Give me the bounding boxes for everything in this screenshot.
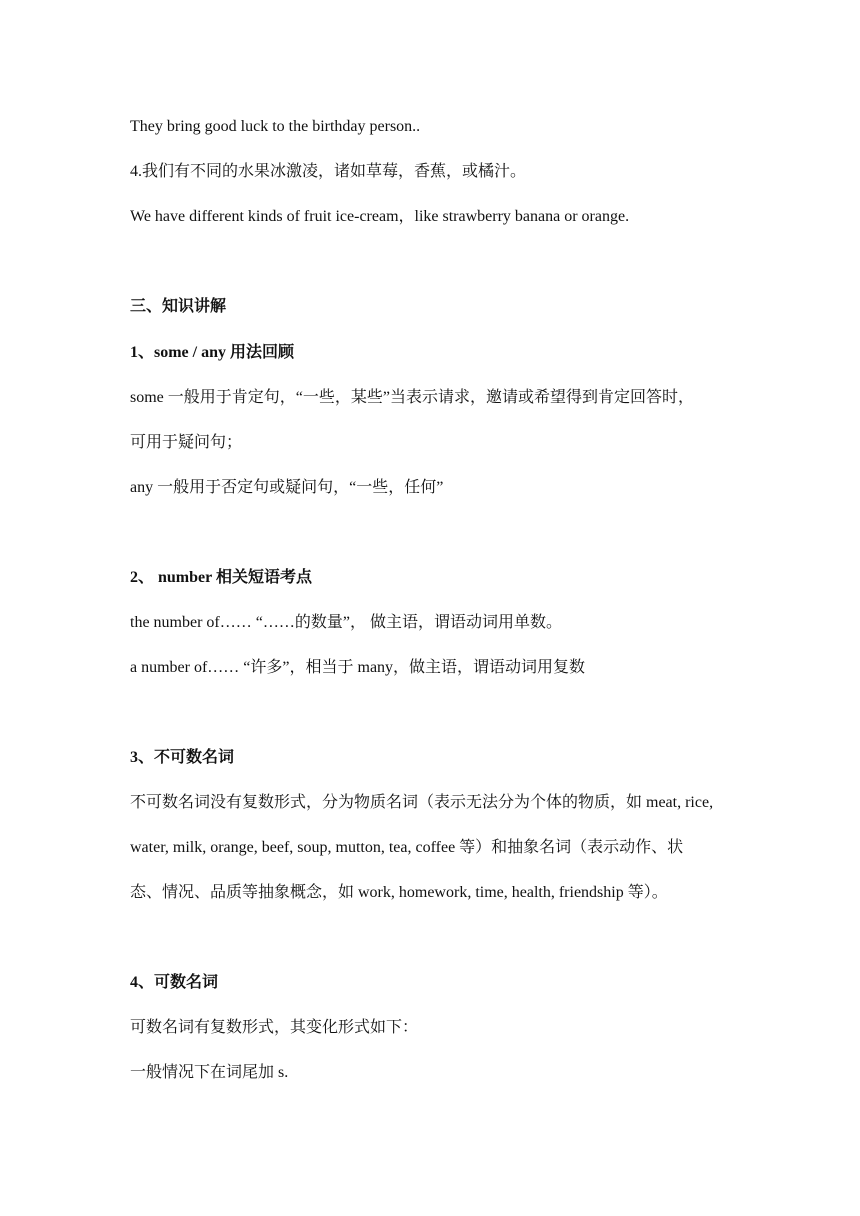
example-sentence-english-4: We have different kinds of fruit ice-cream，like strawberry banana or orange. <box>130 208 630 225</box>
point-3-text-line-1: 不可数名词没有复数形式，分为物质名词（表示无法分为个体的物质，如 meat, rice, <box>130 794 714 811</box>
point-4-heading: 4、可数名词 <box>130 974 219 991</box>
point-2-heading: 2、 number 相关短语考点 <box>130 569 312 586</box>
point-3-text-line-2: water, milk, orange, beef, soup, mutton, tea, coffee 等）和抽象名词（表示动作、状 <box>130 839 684 856</box>
example-sentence-chinese-4: 4.我们有不同的水果冰激凌，诸如草莓，香蕉，或橘汁。 <box>130 163 527 180</box>
point-1-heading: 1、some / any 用法回顾 <box>130 344 295 361</box>
point-1-text-line-1: some 一般用于肯定句，“一些，某些”当表示请求，邀请或希望得到肯定回答时， <box>130 389 694 406</box>
point-2-text-line-1: the number of…… “……的数量”， 做主语，谓语动词用单数。 <box>130 614 562 631</box>
point-4-text-line-2: 一般情况下在词尾加 s. <box>130 1064 289 1081</box>
point-2-text-line-2: a number of…… “许多”，相当于 many，做主语，谓语动词用复数 <box>130 659 586 676</box>
point-3-heading: 3、不可数名词 <box>130 749 235 766</box>
example-sentence-english-3: They bring good luck to the birthday person.. <box>130 118 421 135</box>
point-3-text-line-3: 态、情况、品质等抽象概念，如 work, homework, time, health, friendship 等）。 <box>130 884 668 901</box>
point-4-text-line-1: 可数名词有复数形式，其变化形式如下： <box>130 1019 419 1036</box>
point-1-text-line-2: 可用于疑问句； <box>130 434 243 451</box>
section-heading-knowledge: 三、知识讲解 <box>130 298 227 315</box>
point-1-text-line-3: any 一般用于否定句或疑问句，“一些，任何” <box>130 479 444 496</box>
